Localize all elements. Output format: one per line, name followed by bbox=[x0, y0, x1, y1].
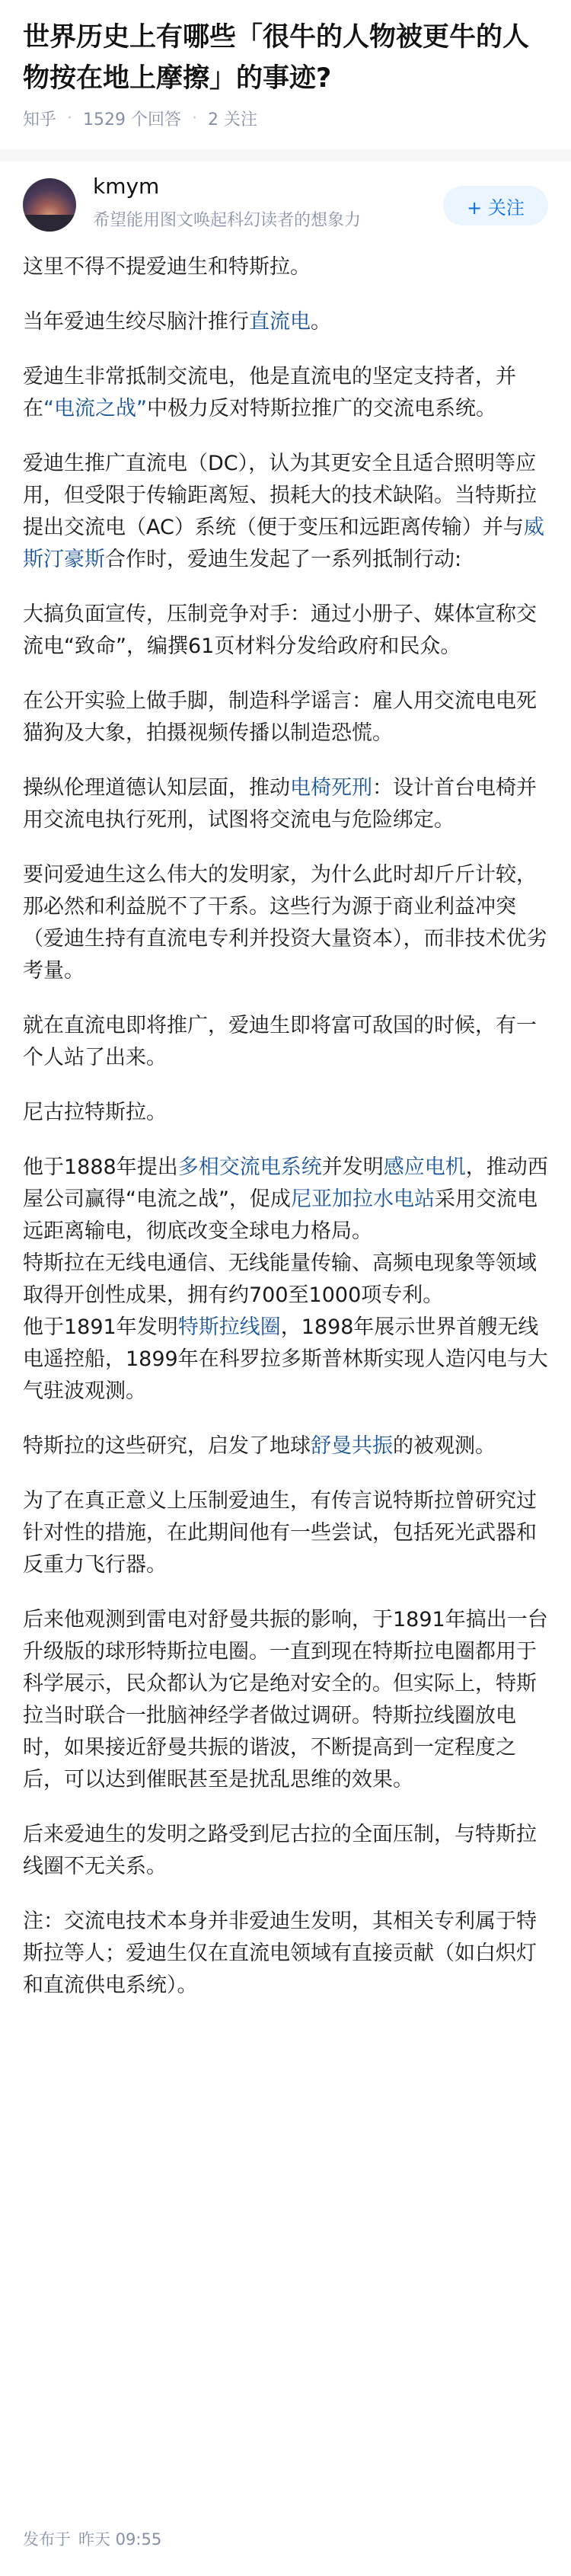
paragraph: 后来他观测到雷电对舒曼共振的影响，于1891年搞出一台升级版的球形特斯拉电圈。一直到现在特斯拉电圈都用于科学展示，民众都认为它是绝对安全的。但实际上，特斯拉当时联合一批脑神经学者做过调研。特斯拉线圈放电时，如果接近舒曼共振的谐波，不断提高到一定程度之后，可以达到催眠甚至是扰乱思维的效果。 bbox=[23, 1608, 548, 1791]
text-run: 爱迪生推广直流电（DC），认为其更安全且适合照明等应用，但受限于传输距离短、损耗大的技术缺陷。当特斯拉提出交流电（AC）系统（便于变压和远距离传输）并与 bbox=[23, 452, 537, 539]
text-run: 采用交流电远距离输电，彻底改变全球电力格局。 bbox=[23, 1187, 538, 1243]
link-electric-chair[interactable]: 电椅死刑 bbox=[290, 776, 372, 800]
published-label: 发布于 bbox=[23, 2530, 71, 2549]
source-label[interactable]: 知乎 bbox=[23, 110, 57, 129]
paragraph bbox=[23, 1312, 548, 1408]
link-schumann-resonance[interactable]: 舒曼共振 bbox=[311, 1434, 393, 1458]
text-run: 的被观测。 bbox=[393, 1434, 496, 1458]
text-run: 操纵伦理道德认知层面，推动 bbox=[23, 776, 290, 800]
publish-info bbox=[23, 2527, 161, 2550]
link-tesla-coil[interactable]: 特斯拉线圈 bbox=[177, 1315, 281, 1339]
link-westinghouse[interactable]: 威斯汀豪斯 bbox=[23, 516, 544, 571]
paragraph: 为了在真正意义上压制爱迪生，有传言说特斯拉曾研究过针对性的措施，在此期间他有一些尝试，包括死光武器和反重力飞行器。 bbox=[23, 1489, 537, 1577]
text-run: 他于1888年提出 bbox=[23, 1155, 178, 1179]
paragraph bbox=[23, 1152, 548, 1248]
text-run: 他于1891年发明 bbox=[23, 1315, 178, 1339]
avatar[interactable] bbox=[23, 178, 76, 232]
text-run: 特斯拉的这些研究，启发了地球 bbox=[23, 1434, 311, 1458]
question-meta bbox=[23, 107, 257, 130]
text-run: 合作时，爱迪生发起了一系列抵制行动: bbox=[105, 548, 462, 571]
paragraph bbox=[23, 448, 548, 576]
text-run: 当年爱迪生绞尽脑汁推行 bbox=[23, 310, 249, 334]
author-card bbox=[23, 172, 548, 241]
answer-count[interactable]: 1529 个回答 bbox=[83, 110, 181, 129]
text-run: 并发明 bbox=[321, 1155, 384, 1179]
follower-count: 2 关注 bbox=[208, 110, 257, 129]
section-divider bbox=[0, 149, 571, 161]
link-niagara-station[interactable]: 尼亚加拉水电站 bbox=[290, 1187, 435, 1211]
follow-button[interactable]: + 关注 bbox=[443, 186, 548, 225]
paragraph bbox=[23, 361, 548, 425]
text-run: 。 bbox=[311, 310, 331, 334]
paragraph bbox=[23, 1430, 548, 1462]
link-polyphase-ac[interactable]: 多相交流电系统 bbox=[177, 1155, 322, 1179]
question-title[interactable]: 世界历史上有哪些「很牛的人物被更牛的人物按在地上摩擦」的事迹? bbox=[23, 22, 530, 94]
paragraph: 大搞负面宣传，压制竞争对手：通过小册子、媒体宣称交流电“致命”，编撰61页材料分发给政府和民众。 bbox=[23, 602, 537, 658]
paragraph: 后来爱迪生的发明之路受到尼古拉的全面压制，与特斯拉线圈不无关系。 bbox=[23, 1823, 537, 1878]
text-run: 中极力反对特斯拉推广的交流电系统。 bbox=[146, 397, 496, 420]
link-induction-motor[interactable]: 感应电机 bbox=[383, 1155, 466, 1179]
answer-content bbox=[23, 251, 548, 2025]
paragraph: 尼古拉特斯拉。 bbox=[23, 1101, 167, 1124]
paragraph: 就在直流电即将推广，爱迪生即将富可敌国的时候，有一个人站了出来。 bbox=[23, 1014, 537, 1069]
paragraph: 特斯拉在无线电通信、无线能量传输、高频电现象等领域取得开创性成果，拥有约700至1000项专利。 bbox=[23, 1251, 537, 1307]
text-run: ：设计首台电椅并用交流电执行死刑，试图将交流电与危险绑定。 bbox=[23, 776, 537, 832]
link-current-war[interactable]: “电流之战” bbox=[43, 397, 147, 420]
paragraph: 在公开实验上做手脚，制造科学谣言：雇人用交流电电死猫狗及大象，拍摄视频传播以制造恐慌。 bbox=[23, 689, 537, 745]
text-run: ，推动西屋公司赢得“电流之战”，促成 bbox=[23, 1155, 548, 1211]
paragraph: 注：交流电技术本身并非爱迪生发明，其相关专利属于特斯拉等人；爱迪生仅在直流电领域有直接贡献（如白炽灯和直流供电系统）。 bbox=[23, 1910, 537, 1997]
author-name[interactable]: kmym bbox=[93, 174, 160, 199]
paragraph bbox=[23, 306, 548, 338]
separator-dot: · bbox=[67, 109, 73, 128]
separator-dot: · bbox=[192, 109, 197, 128]
text-run: ，1898年展示世界首艘无线电遥控船，1899年在科罗拉多斯普林斯实现人造闪电与大气驻波观测。 bbox=[23, 1315, 548, 1403]
paragraph bbox=[23, 772, 548, 836]
paragraph: 这里不得不提爱迪生和特斯拉。 bbox=[23, 255, 311, 279]
text-run: 爱迪生非常抵制交流电，他是直流电的坚定支持者，并在 bbox=[23, 365, 516, 420]
link-dc[interactable]: 直流电 bbox=[249, 310, 311, 334]
publish-time: 昨天 09:55 bbox=[78, 2530, 162, 2549]
author-bio: 希望能用图文唤起科幻读者的想象力 bbox=[93, 211, 362, 230]
paragraph: 要问爱迪生这么伟大的发明家，为什么此时却斤斤计较，那必然和利益脱不了干系。这些行为源于商业利益冲突（爱迪生持有直流电专利并投资大量资本），而非技术优劣考量。 bbox=[23, 863, 547, 983]
